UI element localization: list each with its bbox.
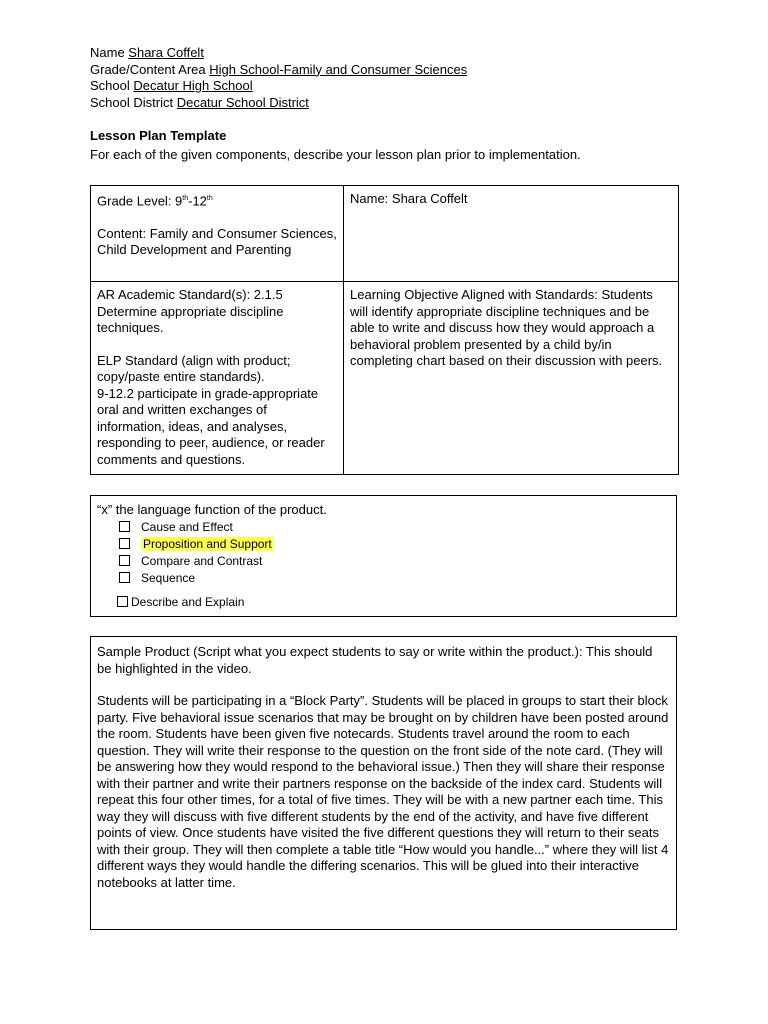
option-describe-explain[interactable]: Describe and Explain (97, 594, 670, 611)
checkbox-icon[interactable] (119, 538, 130, 549)
grade-row (90, 62, 467, 79)
sample-body: Students will be participating in a “Block Party”. Students will be placed in groups to start their block party. Five behavioral issue scenarios that may be brought on by children have been posted around the room. Students have been given five notecards. Students travel around the room to each question. They will write their response to the question on the front side of the note card. (They will be answering how they would respond to the behavioral issue.) Then they will share their response with their partner and write their partners response on the backside of the index card. Students will repeat this four other times, for a total of five times. They will be with a new partner each time. This way they will discuss with five different students by the end of the activity, and have five different points of view. Once students have visited the five different questions they will return to their seats with their group. They will then complete a table title “How would you handle...” where they will list 4 different ways they would handle the differing scenarios. This will be glued into their interactive notebooks at latter time. (97, 693, 669, 890)
elp-standard-text: 9-12.2 participate in grade-appropriate oral and written exchanges of information, ideas, and analyses, responding to peer, audience, or reader comments and questions. (97, 385, 325, 467)
grade-content-cell (91, 186, 344, 282)
sample-heading: Sample Product (Script what you expect students to say or write within the product.): This should be highlighted in the video. (97, 644, 653, 676)
option-proposition-support[interactable]: Proposition and Support (97, 536, 670, 553)
instructions: For each of the given components, describe your lesson plan prior to implementation. (90, 147, 581, 162)
language-prompt: “x” the language function of the product. (97, 502, 327, 517)
district-value: Decatur School District (176, 94, 309, 110)
learning-objective-cell: Learning Objective Aligned with Standards: Students will identify appropriate discipline techniques and be able to write and discuss how they would approach a behavioral problem presented by a child by/in completing chart based on their discussion with peers. (344, 282, 679, 475)
lesson-table (90, 185, 679, 475)
school-value: Decatur High School (133, 78, 253, 93)
option-cause-effect[interactable]: Cause and Effect (97, 519, 670, 536)
grade-label: Grade/Content Area (90, 61, 210, 77)
elp-standard-title: ELP Standard (align with product; copy/paste entire standards). (97, 352, 291, 384)
page-title: Lesson Plan Template (90, 128, 227, 143)
language-function-box (90, 495, 677, 617)
header-info (90, 45, 467, 111)
school-label: School (90, 78, 134, 93)
checkbox-icon[interactable] (119, 555, 130, 566)
table-row (91, 282, 679, 475)
checkbox-icon[interactable] (119, 521, 130, 532)
content-area: Content: Family and Consumer Sciences, Child Development and Parenting (97, 225, 337, 258)
name-row (90, 45, 467, 62)
sample-product-box (90, 636, 677, 930)
standards-cell (91, 282, 344, 475)
table-row (91, 186, 679, 282)
district-row (90, 95, 467, 112)
district-label: School District (90, 94, 177, 110)
checkbox-icon[interactable] (119, 572, 130, 583)
checkbox-icon[interactable] (117, 596, 128, 607)
option-compare-contrast[interactable]: Compare and Contrast (97, 553, 670, 570)
grade-level: Grade Level: 9th-12th (97, 193, 213, 209)
school-row (90, 78, 467, 95)
name-label: Name (90, 45, 129, 60)
option-sequence[interactable]: Sequence (97, 570, 670, 587)
name-value: Shara Coffelt (128, 45, 204, 60)
grade-value: High School-Family and Consumer Sciences (209, 61, 468, 77)
academic-standard: AR Academic Standard(s): 2.1.5 Determine appropriate discipline techniques. (97, 287, 284, 335)
teacher-name-cell: Name: Shara Coffelt (344, 186, 679, 282)
